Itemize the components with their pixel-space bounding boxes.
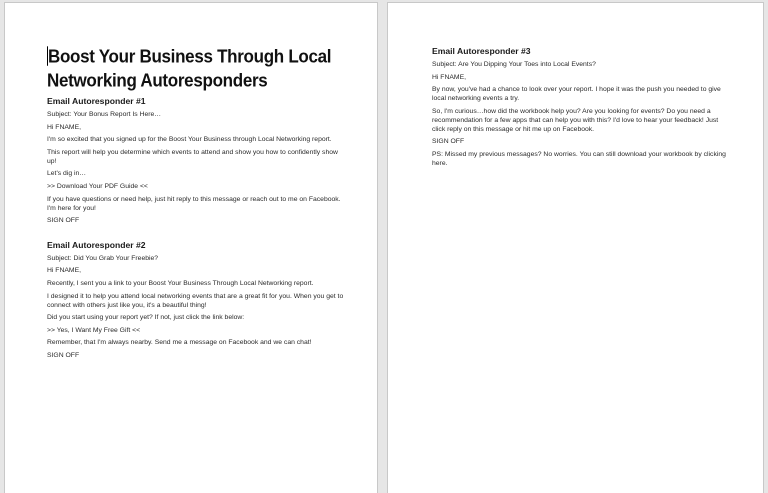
email-sign-off: SIGN OFF [432,138,465,146]
page-1-content [47,47,347,364]
email-body-paragraph: This report will help you determine which events to attend and show you how to confidently show up! [47,148,338,165]
email-postscript: PS: Missed my previous messages? No worries. You can still download your workbook by clicking here. [432,150,726,167]
email-greeting: Hi FNAME, [47,123,81,131]
document-page-2[interactable] [387,2,764,493]
title-line-2: Networking Autoresponders [47,70,268,91]
email-body-paragraph: If you have questions or need help, just hit reply to this message or reach out to me on Facebook. I'm here for you! [47,195,341,212]
email-sign-off: SIGN OFF [47,217,80,225]
email-body-paragraph: Remember, that I'm always nearby. Send me a message on Facebook and we can chat! [47,339,312,347]
page-2-content [432,46,732,172]
email-link-text: >> Download Your PDF Guide << [47,182,148,190]
email-heading: Email Autoresponder #2 [47,239,146,250]
email-subject: Subject: Your Bonus Report Is Here… [47,111,162,118]
email-body-paragraph: So, I'm curious…how did the workbook help you? Are you looking for events? Do you need a recommendation for a few apps that can help you with this? I'd love to hear your feedback! Just click reply on this message or hit me up on Facebook. [432,107,719,133]
email-heading: Email Autoresponder #3 [432,46,531,56]
email-body-paragraph: Let's dig in… [47,170,87,178]
email-heading: Email Autoresponder #1 [47,96,146,106]
email-subject: Subject: Did You Grab Your Freebie? [47,254,159,262]
email-section-1 [47,96,347,225]
email-greeting: Hi FNAME, [432,73,466,81]
email-link-text: >> Yes, I Want My Free Gift << [47,326,141,334]
email-section-3 [432,46,732,168]
email-section-2 [47,240,347,360]
email-body-paragraph: I designed it to help you attend local networking events that are a great fit for you. When you get to connect with others just like you, it's a beautiful thing! [47,292,344,309]
section-spacer [47,229,347,240]
email-body-paragraph: By now, you've had a chance to look over your report. I hope it was the push you needed to give local networking events a try. [432,86,721,103]
email-body-paragraph: Did you start using your report yet? If not, just click the link below: [47,314,245,322]
email-body-paragraph: I'm so excited that you signed up for the Boost Your Business through Local Networking report. [47,136,332,144]
email-greeting: Hi FNAME, [47,267,81,275]
document-page-1[interactable] [4,2,378,493]
document-title [47,45,347,93]
email-body-paragraph: Recently, I sent you a link to your Boost Your Business Through Local Networking report. [47,279,314,287]
email-sign-off: SIGN OFF [47,351,80,359]
email-subject: Subject: Are You Dipping Your Toes into Local Events? [432,61,596,68]
title-line-1: Boost Your Business Through Local [48,46,332,67]
